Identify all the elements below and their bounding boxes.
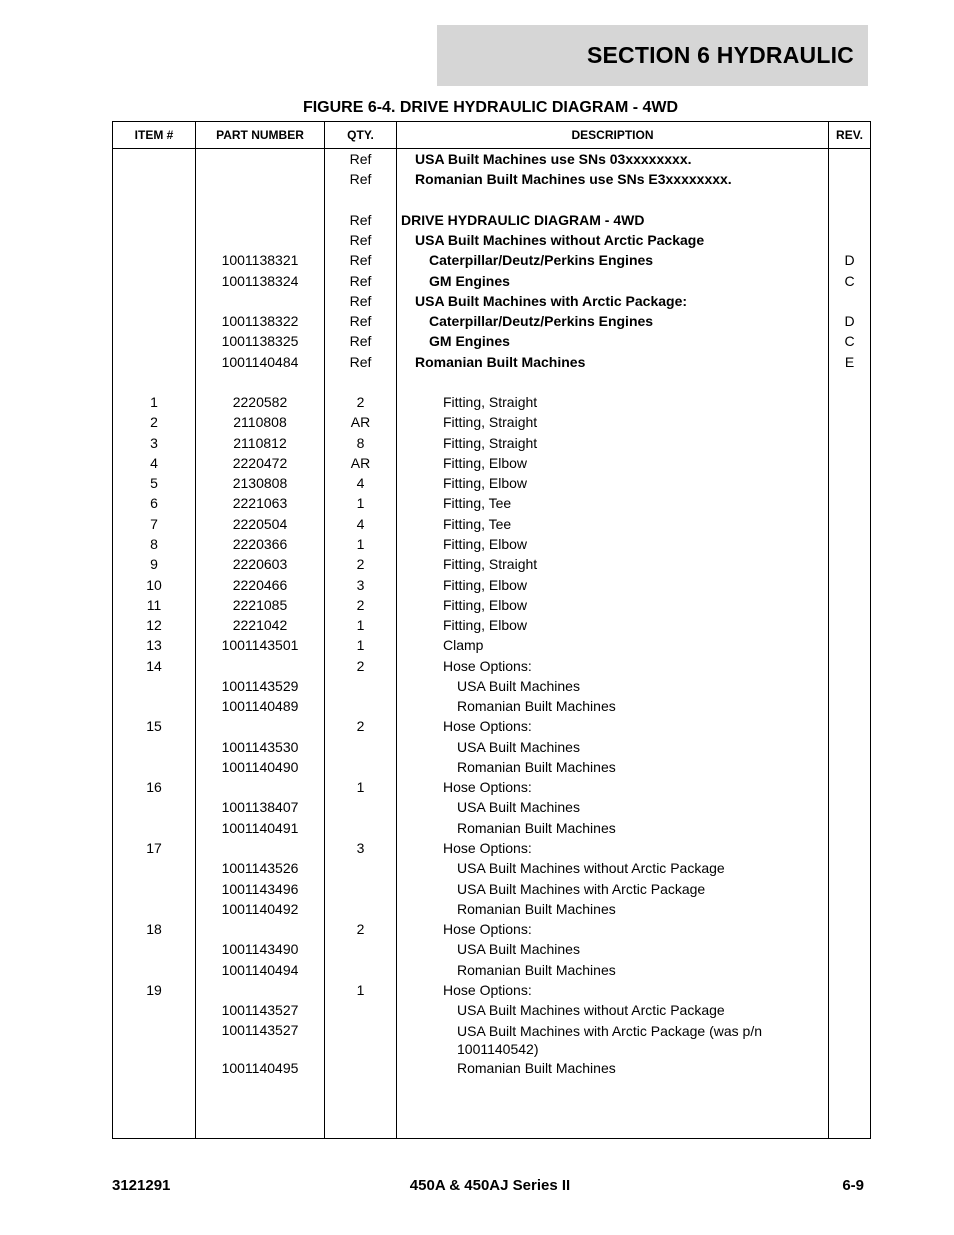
cell-desc: USA Built Machines without Arctic Package [415, 232, 705, 248]
cell-rev [829, 212, 870, 232]
cell-desc: USA Built Machines [457, 739, 580, 755]
cell-desc: Romanian Built Machines [415, 354, 586, 370]
cell-item [113, 354, 195, 374]
cell-desc: USA Built Machines use SNs 03xxxxxxxx. [415, 151, 692, 167]
cell-qty: Ref [349, 252, 372, 268]
cell-part: 2220466 [232, 577, 288, 593]
cell-item [113, 232, 195, 252]
cell-rev [829, 921, 870, 941]
cell-rev: C [844, 333, 855, 349]
cell-item: 8 [150, 536, 158, 552]
cell-part: 2130808 [232, 475, 288, 491]
cell-part: 1001138324 [221, 273, 299, 289]
parts-table [112, 121, 871, 1139]
rev-column [829, 149, 871, 1139]
cell-desc: USA Built Machines [457, 799, 580, 815]
cell-item: 19 [146, 982, 162, 998]
cell-item [113, 333, 195, 353]
cell-qty: AR [350, 455, 371, 471]
cell-qty: 2 [356, 658, 365, 674]
cell-rev [829, 962, 870, 982]
cell-rev [829, 495, 870, 515]
cell-rev: C [844, 273, 855, 289]
cell-rev: D [844, 313, 855, 329]
cell-desc: Hose Options: [443, 982, 532, 998]
cell-desc: Fitting, Tee [443, 516, 512, 532]
cell-part: 1001140491 [221, 820, 299, 836]
cell-part: 2221063 [232, 495, 288, 511]
cell-qty [325, 941, 396, 961]
col-header-part-number: PART NUMBER [196, 122, 325, 149]
footer-page-number: 6-9 [842, 1177, 864, 1194]
cell-rev [829, 455, 870, 475]
cell-item [113, 901, 195, 921]
cell-desc: Hose Options: [443, 779, 532, 795]
cell-item [113, 1022, 195, 1042]
cell-part: 2221042 [232, 617, 288, 633]
footer-model: 450A & 450AJ Series II [409, 1177, 571, 1194]
cell-desc: GM Engines [429, 333, 510, 349]
cell-item [113, 313, 195, 333]
cell-item: 11 [146, 597, 162, 613]
cell-part [196, 151, 324, 171]
cell-qty: Ref [349, 293, 372, 309]
cell-item [113, 799, 195, 819]
cell-qty: 3 [356, 577, 365, 593]
cell-qty [325, 962, 396, 982]
cell-desc: Fitting, Elbow [443, 597, 528, 613]
cell-desc: Fitting, Straight [443, 414, 538, 430]
cell-rev [829, 739, 870, 759]
cell-item [113, 293, 195, 313]
cell-desc: Fitting, Elbow [443, 536, 528, 552]
cell-part [196, 982, 324, 1002]
cell-item [113, 171, 195, 191]
cell-rev [829, 293, 870, 313]
cell-qty [325, 881, 396, 901]
cell-qty: 4 [356, 475, 365, 491]
cell-part: 1001140484 [221, 354, 299, 370]
cell-item [113, 698, 195, 718]
cell-part: 1001143501 [221, 637, 299, 653]
cell-qty: 1 [356, 617, 365, 633]
cell-item: 14 [146, 658, 162, 674]
cell-rev [829, 536, 870, 556]
cell-rev [829, 941, 870, 961]
cell-part [196, 779, 324, 799]
cell-item [113, 962, 195, 982]
cell-part [196, 293, 324, 313]
cell-part [196, 718, 324, 738]
cell-qty: Ref [349, 212, 372, 228]
cell-qty: 2 [356, 718, 365, 734]
cell-qty: Ref [349, 171, 372, 187]
cell-desc: Caterpillar/Deutz/Perkins Engines [429, 313, 654, 329]
cell-item [113, 739, 195, 759]
cell-desc: USA Built Machines [457, 678, 580, 694]
description-column [397, 149, 829, 1139]
cell-part: 2220366 [232, 536, 288, 552]
cell-part [196, 658, 324, 678]
cell-item: 10 [146, 577, 162, 593]
cell-rev [829, 232, 870, 252]
cell-desc: Romanian Built Machines [457, 1060, 616, 1076]
cell-rev [829, 881, 870, 901]
part-number-column [196, 149, 325, 1139]
cell-desc: Caterpillar/Deutz/Perkins Engines [429, 252, 654, 268]
col-header-qty: QTY. [325, 122, 397, 149]
cell-item: 6 [150, 495, 158, 511]
cell-item [113, 1002, 195, 1022]
cell-rev [829, 394, 870, 414]
cell-desc: Fitting, Straight [443, 435, 538, 451]
cell-part [196, 212, 324, 232]
cell-desc: USA Built Machines without Arctic Package [457, 860, 725, 876]
cell-item: 17 [146, 840, 162, 856]
cell-desc: Hose Options: [443, 718, 532, 734]
cell-part: 1001140489 [221, 698, 299, 714]
cell-part: 2220472 [232, 455, 288, 471]
cell-rev [829, 718, 870, 738]
cell-part: 2110812 [233, 435, 287, 451]
cell-item: 13 [146, 637, 162, 653]
table-header-row [113, 122, 871, 149]
cell-item [113, 820, 195, 840]
cell-item: 12 [146, 617, 162, 633]
cell-rev [829, 901, 870, 921]
cell-qty: Ref [349, 333, 372, 349]
cell-qty [325, 759, 396, 779]
cell-rev [829, 698, 870, 718]
cell-rev [829, 435, 870, 455]
cell-item [113, 941, 195, 961]
col-header-item: ITEM # [113, 122, 196, 149]
cell-item: 3 [150, 435, 158, 451]
cell-part: 2220504 [232, 516, 288, 532]
cell-part: 1001143526 [221, 860, 299, 876]
cell-qty: Ref [349, 151, 372, 167]
cell-qty: 4 [356, 516, 365, 532]
cell-part: 2221085 [232, 597, 288, 613]
cell-rev [829, 779, 870, 799]
cell-item [113, 678, 195, 698]
cell-qty [325, 901, 396, 921]
cell-desc: USA Built Machines [457, 941, 580, 957]
cell-qty: 2 [356, 556, 365, 572]
cell-item [113, 212, 195, 232]
cell-desc: Romanian Built Machines [457, 962, 616, 978]
section-banner [437, 25, 868, 86]
cell-rev [829, 799, 870, 819]
cell-qty [325, 820, 396, 840]
cell-part: 1001140495 [221, 1060, 299, 1076]
cell-qty [325, 1002, 396, 1022]
cell-item: 5 [150, 475, 158, 491]
section-title: SECTION 6 HYDRAULIC [586, 42, 854, 68]
cell-rev [829, 556, 870, 576]
cell-desc: Romanian Built Machines [457, 698, 616, 714]
cell-qty: 2 [356, 394, 365, 410]
cell-item [113, 252, 195, 272]
cell-part: 1001140492 [221, 901, 299, 917]
cell-part: 1001143527 [221, 1022, 299, 1038]
cell-qty: 1 [356, 637, 365, 653]
cell-desc: Clamp [443, 637, 484, 653]
cell-part: 1001143527 [221, 1002, 299, 1018]
cell-desc: Fitting, Elbow [443, 577, 528, 593]
cell-item [113, 759, 195, 779]
cell-rev [829, 577, 870, 597]
cell-rev [829, 475, 870, 495]
cell-desc: USA Built Machines with Arctic Package [457, 881, 706, 897]
cell-part [196, 232, 324, 252]
cell-desc: Romanian Built Machines [457, 759, 616, 775]
col-header-description: DESCRIPTION [397, 122, 829, 149]
cell-rev [829, 1022, 870, 1042]
cell-item: 7 [150, 516, 158, 532]
cell-part: 1001143490 [221, 941, 299, 957]
cell-desc: Fitting, Straight [443, 394, 538, 410]
cell-item: 2 [150, 414, 158, 430]
cell-item: 9 [150, 556, 158, 572]
cell-rev [829, 1060, 870, 1080]
cell-qty: 2 [356, 921, 365, 937]
cell-desc: Hose Options: [443, 658, 532, 674]
cell-desc: Romanian Built Machines [457, 901, 616, 917]
cell-rev: D [844, 252, 855, 268]
cell-item: 1 [150, 394, 158, 410]
cell-item: 4 [150, 455, 158, 471]
cell-rev [829, 617, 870, 637]
cell-part: 2220582 [232, 394, 288, 410]
cell-desc: GM Engines [429, 273, 510, 289]
cell-part: 1001143496 [221, 881, 299, 897]
cell-rev [829, 759, 870, 779]
cell-rev [829, 678, 870, 698]
cell-qty [325, 860, 396, 880]
footer-doc-number: 3121291 [112, 1177, 171, 1194]
cell-rev [829, 1002, 870, 1022]
cell-rev [829, 151, 870, 171]
cell-desc: Fitting, Tee [443, 495, 512, 511]
cell-part: 1001138325 [221, 333, 299, 349]
cell-qty: 1 [356, 536, 365, 552]
cell-item [113, 151, 195, 171]
cell-item [113, 273, 195, 293]
col-header-rev: REV. [829, 122, 871, 149]
cell-qty: 8 [356, 435, 365, 451]
cell-rev: E [844, 354, 855, 370]
item-column [113, 149, 196, 1139]
cell-qty: 1 [356, 982, 365, 998]
cell-desc: USA Built Machines with Arctic Package (was p/n 1001140542) [457, 1023, 763, 1057]
cell-qty: Ref [349, 273, 372, 289]
cell-qty [325, 1022, 396, 1042]
cell-desc: Romanian Built Machines [457, 820, 616, 836]
cell-rev [829, 171, 870, 191]
cell-item [113, 1060, 195, 1080]
cell-qty: Ref [349, 354, 372, 370]
cell-desc: Fitting, Elbow [443, 475, 528, 491]
figure-title: FIGURE 6-4. DRIVE HYDRAULIC DIAGRAM - 4WD [302, 99, 679, 116]
cell-qty: 1 [356, 495, 365, 511]
cell-desc: Hose Options: [443, 921, 532, 937]
cell-rev [829, 840, 870, 860]
cell-rev [829, 982, 870, 1002]
cell-qty: 2 [356, 597, 365, 613]
cell-rev [829, 516, 870, 536]
cell-qty [325, 739, 396, 759]
cell-qty: Ref [349, 232, 372, 248]
cell-part: 1001138407 [221, 799, 299, 815]
cell-item [113, 881, 195, 901]
cell-item [113, 860, 195, 880]
cell-part [196, 171, 324, 191]
cell-desc: USA Built Machines with Arctic Package: [415, 293, 688, 309]
cell-part: 1001138322 [221, 313, 299, 329]
cell-rev [829, 820, 870, 840]
cell-desc: Fitting, Straight [443, 556, 538, 572]
cell-qty: Ref [349, 313, 372, 329]
cell-desc: DRIVE HYDRAULIC DIAGRAM - 4WD [401, 212, 645, 228]
cell-desc: Fitting, Elbow [443, 617, 528, 633]
cell-desc: Romanian Built Machines use SNs E3xxxxxxxx. [415, 171, 732, 187]
cell-part [196, 840, 324, 860]
cell-item: 16 [146, 779, 162, 795]
cell-part: 2220603 [232, 556, 288, 572]
qty-column [325, 149, 397, 1139]
cell-qty [325, 799, 396, 819]
cell-rev [829, 860, 870, 880]
cell-part: 1001140494 [221, 962, 299, 978]
cell-qty: 3 [356, 840, 365, 856]
cell-desc: Fitting, Elbow [443, 455, 528, 471]
cell-part [196, 921, 324, 941]
cell-rev [829, 637, 870, 657]
cell-qty [325, 1060, 396, 1080]
cell-item: 18 [146, 921, 162, 937]
cell-desc: Hose Options: [443, 840, 532, 856]
cell-rev [829, 597, 870, 617]
cell-qty: 1 [356, 779, 365, 795]
cell-part: 1001140490 [221, 759, 299, 775]
cell-item: 15 [146, 718, 162, 734]
cell-part: 1001138321 [221, 252, 299, 268]
cell-qty [325, 678, 396, 698]
cell-part: 1001143529 [221, 678, 299, 694]
cell-desc: USA Built Machines without Arctic Package [457, 1002, 725, 1018]
cell-rev [829, 414, 870, 434]
cell-rev [829, 658, 870, 678]
cell-qty: AR [350, 414, 371, 430]
cell-part: 1001143530 [221, 739, 299, 755]
cell-part: 2110808 [233, 414, 287, 430]
cell-qty [325, 698, 396, 718]
